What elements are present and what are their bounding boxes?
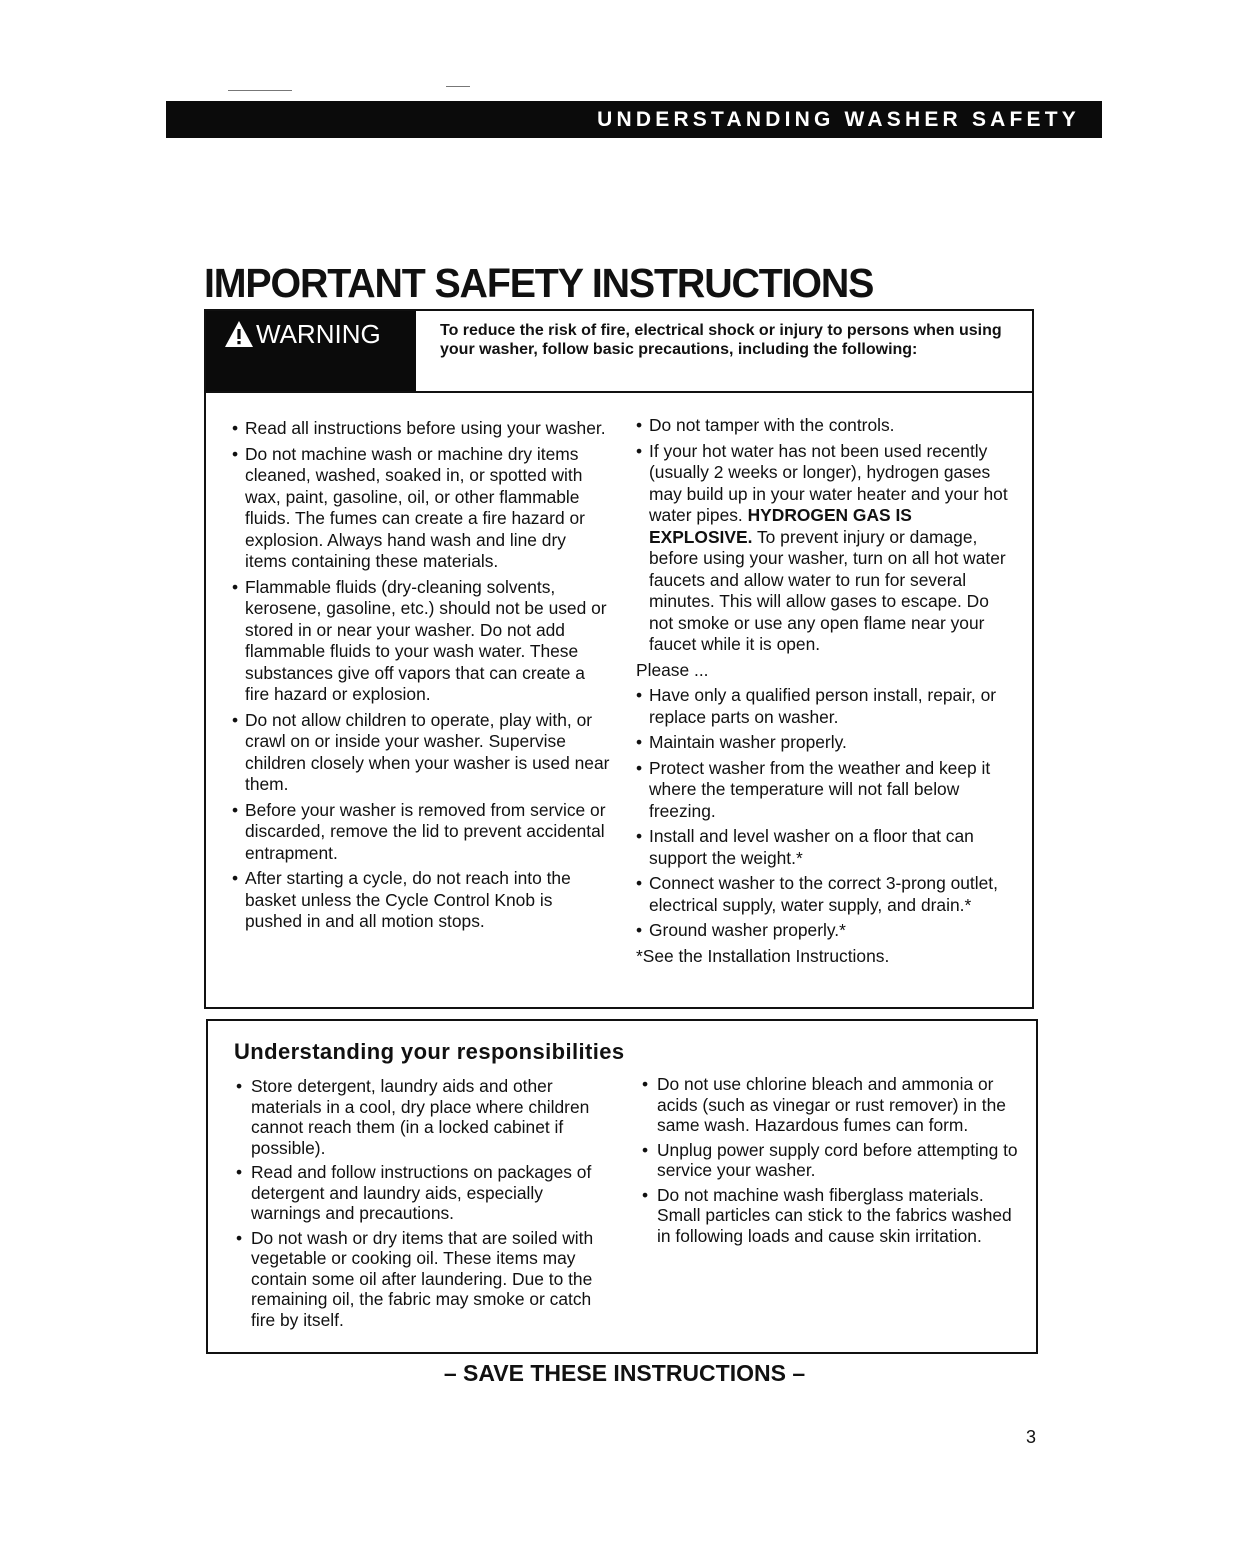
list-item: • Unplug power supply cord before attempting to service your washer. — [640, 1140, 1030, 1181]
warning-list-right — [634, 415, 1014, 971]
hydrogen-text-pre: If your hot water has not been used recently (usually 2 weeks or longer), hydrogen gases may build up in your water heater and your hot water pipes. — [649, 440, 1008, 525]
warning-label — [206, 311, 416, 391]
list-item: • Read and follow instructions on packages of detergent and laundry aids, especially warnings and precautions. — [234, 1162, 614, 1224]
scan-mark — [228, 90, 292, 91]
section-title: UNDERSTANDING WASHER SAFETY — [597, 108, 1080, 131]
page-number: 3 — [1026, 1427, 1037, 1447]
warning-intro: To reduce the risk of fire, electrical shock or injury to persons when using your washer, follow basic precautions, including the following: — [440, 322, 1002, 358]
list-item: • Ground washer properly.* — [634, 920, 1014, 942]
responsibilities-list-right — [640, 1074, 1030, 1250]
list-item: • Do not allow children to operate, play with, or crawl on or inside your washer. Supervise children closely when your washer is used near them. — [230, 710, 610, 796]
list-item: • Do not use chlorine bleach and ammonia or acids (such as vinegar or rust remover) in the same wash. Hazardous fumes can form. — [640, 1074, 1030, 1136]
warning-divider — [206, 391, 1032, 393]
list-item: • Before your washer is removed from service or discarded, remove the lid to prevent accidental entrapment. — [230, 800, 610, 865]
list-item: • Flammable fluids (dry-cleaning solvents, kerosene, gasoline, etc.) should not be used or stored in or near your washer. Do not add flammable fluids to your wash water. These substances give off vapors that can create a fire hazard or explosion. — [230, 577, 610, 706]
warning-box — [204, 309, 1034, 1009]
list-item-hydrogen — [634, 441, 1014, 656]
scan-mark — [446, 86, 470, 87]
responsibilities-title: Understanding your responsibilities — [234, 1039, 625, 1064]
please-label: Please ... — [636, 659, 709, 680]
footnote: *See the Installation Instructions. — [636, 945, 890, 966]
responsibilities-box — [206, 1019, 1038, 1354]
list-item: • Do not machine wash or machine dry items cleaned, washed, soaked in, or spotted with wax, paint, gasoline, oil, or other flammable fluids. The fumes can create a fire hazard or explosion. Always hand wash and line dry items containing these materials. — [230, 444, 610, 573]
warning-triangle-icon — [224, 320, 254, 348]
list-item: • Connect washer to the correct 3-prong outlet, electrical supply, water supply, and drain.* — [634, 873, 1014, 916]
list-item: • Protect washer from the weather and keep it where the temperature will not fall below freezing. — [634, 758, 1014, 823]
page-title: IMPORTANT SAFETY INSTRUCTIONS — [204, 260, 874, 306]
hydrogen-warning-bold: HYDROGEN GAS IS EXPLOSIVE. — [649, 505, 912, 547]
list-item: • Do not wash or dry items that are soiled with vegetable or cooking oil. These items may contain some oil after laundering. Due to the remaining oil, the fabric may smoke or catch fire by itself. — [234, 1228, 614, 1331]
list-item: • Install and level washer on a floor that can support the weight.* — [634, 826, 1014, 869]
warning-list-left — [230, 418, 610, 937]
list-item: • Have only a qualified person install, repair, or replace parts on washer. — [634, 685, 1014, 728]
list-item: • Do not machine wash fiberglass materials. Small particles can stick to the fabrics washed in following loads and cause skin irritation. — [640, 1185, 1030, 1247]
list-item: • Maintain washer properly. — [634, 732, 1014, 754]
list-item: • Store detergent, laundry aids and other materials in a cool, dry place where children cannot reach them (in a locked cabinet if possible). — [234, 1076, 614, 1158]
responsibilities-list-left — [234, 1076, 614, 1334]
list-item: • After starting a cycle, do not reach into the basket unless the Cycle Control Knob is pushed in and all motion stops. — [230, 868, 610, 933]
list-item: • Do not tamper with the controls. — [634, 415, 1014, 437]
section-header-bar — [166, 101, 1102, 138]
hydrogen-text-post: To prevent injury or damage, before using your washer, turn on all hot water faucets and allow water to run for several minutes. This will allow gases to escape. Do not smoke or use any open flame near your faucet while it is open. — [649, 526, 1006, 654]
save-instructions-footer: – SAVE THESE INSTRUCTIONS – — [443, 1360, 806, 1386]
list-item: • Read all instructions before using your washer. — [230, 418, 610, 440]
warning-label-text: WARNING — [256, 319, 381, 349]
